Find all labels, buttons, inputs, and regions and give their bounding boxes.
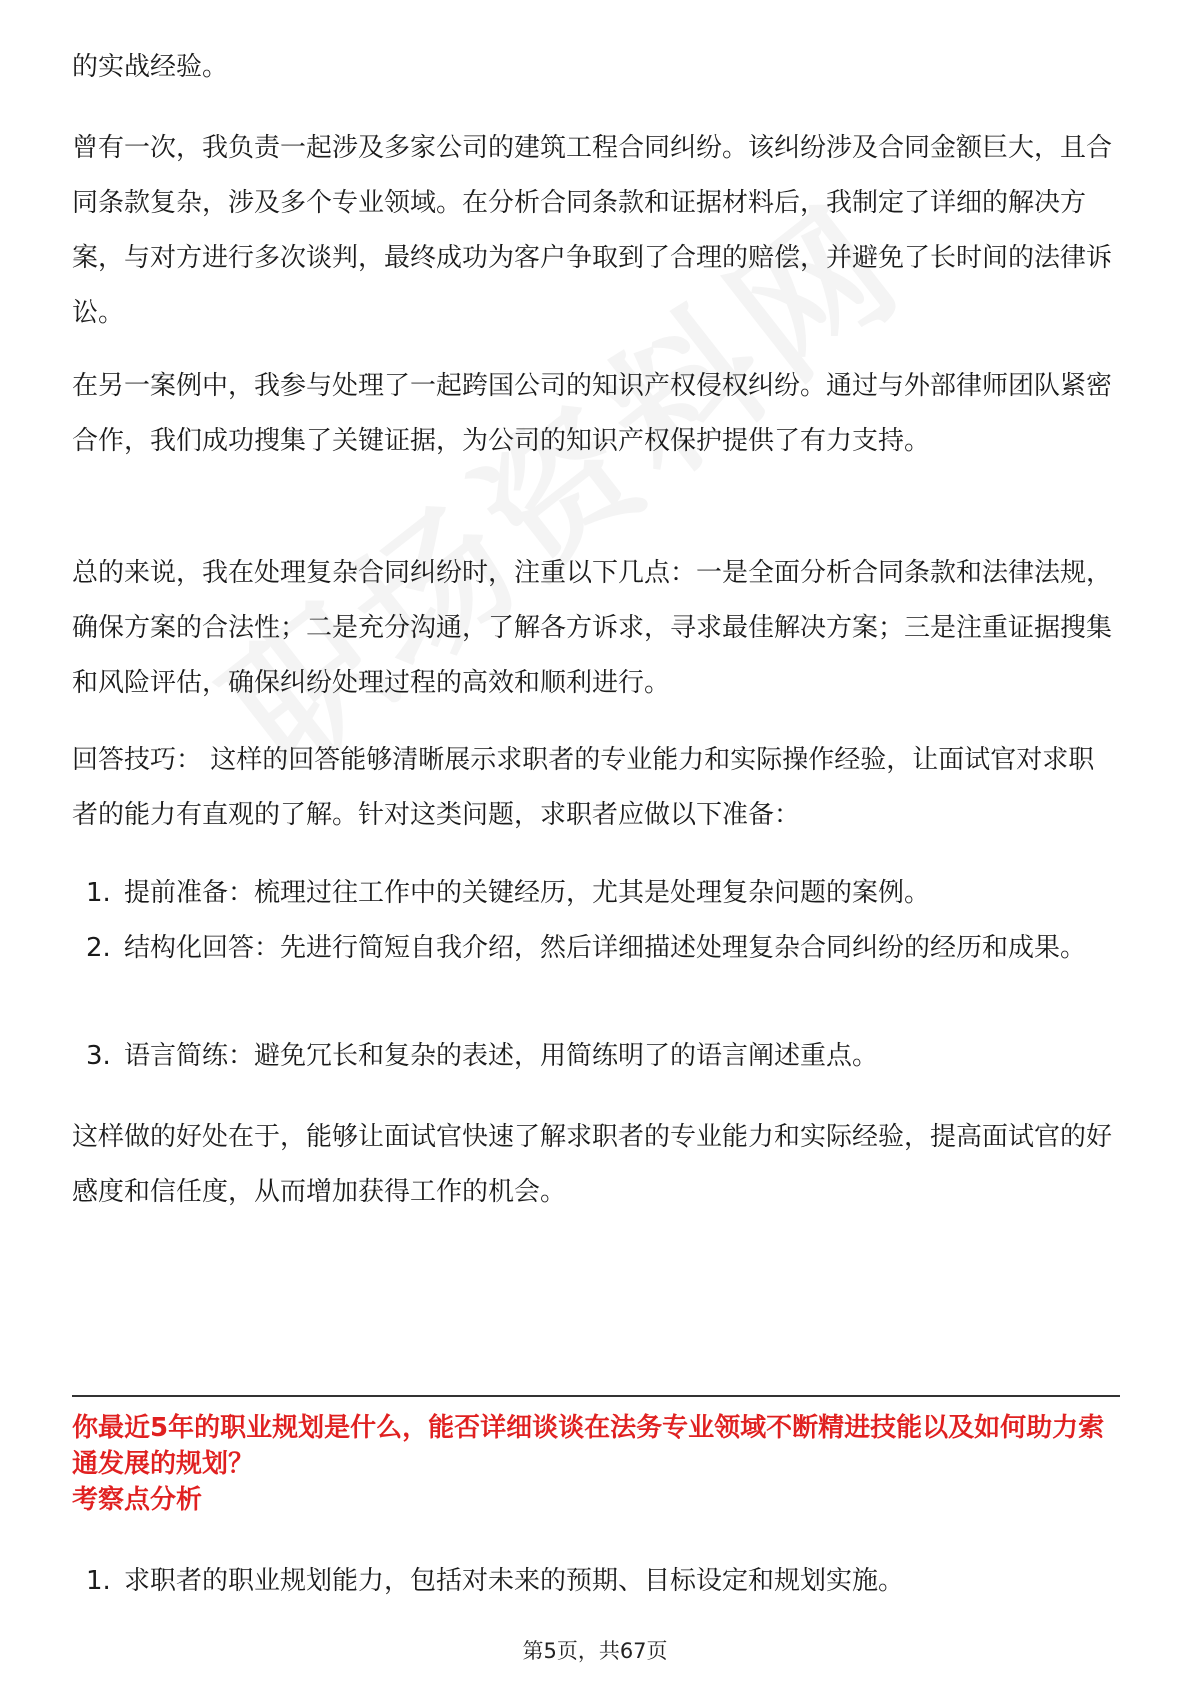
- paragraph-summary: 总的来说，我在处理复杂合同纠纷时，注重以下几点：一是全面分析合同条款和法律法规，确保方案的合法性；二是充分沟通，了解各方诉求，寻求最佳解决方案；三是注重证据搜集和风险评估，确保纠纷处理过程的高效和顺利进行。: [72, 558, 1113, 698]
- list-number: 1.: [86, 1566, 111, 1596]
- list-text: 求职者的职业规划能力，包括对未来的预期、目标设定和规划实施。: [124, 1566, 905, 1596]
- paragraph-answer-tips: 回答技巧： 这样的回答能够清晰展示求职者的专业能力和实际操作经验，让面试官对求职者的能力有直观的了解。针对这类问题，求职者应做以下准备：: [72, 745, 1095, 830]
- paragraph-case-one: 曾有一次，我负责一起涉及多家公司的建筑工程合同纠纷。该纠纷涉及合同金额巨大，且合同条款复杂，涉及多个专业领域。在分析合同条款和证据材料后，我制定了详细的解决方案，与对方进行多次谈判，最终成功为客户争取到了合理的赔偿，并避免了长时间的法律诉讼。: [72, 133, 1113, 328]
- paragraph-benefit: 这样做的好处在于，能够让面试官快速了解求职者的专业能力和实际经验，提高面试官的好感度和信任度，从而增加获得工作的机会。: [72, 1122, 1113, 1207]
- analysis-heading: 考察点分析: [72, 1485, 203, 1515]
- list-text: 语言简练：避免冗长和复杂的表述，用简练明了的语言阐述重点。: [124, 1041, 879, 1071]
- paragraph-continuation: 的实战经验。: [72, 52, 229, 82]
- page-footer: 第5页，共67页: [522, 1639, 668, 1663]
- paragraph-case-two: 在另一案例中，我参与处理了一起跨国公司的知识产权侵权纠纷。通过与外部律师团队紧密合作，我们成功搜集了关键证据，为公司的知识产权保护提供了有力支持。: [72, 371, 1113, 456]
- list-text: 提前准备：梳理过往工作中的关键经历，尤其是处理复杂问题的案例。: [124, 878, 931, 908]
- list-number: 2.: [86, 933, 111, 963]
- section-divider: [72, 1395, 1120, 1397]
- list-item: [80, 921, 1120, 976]
- interview-question: 你最近5年的职业规划是什么，能否详细谈谈在法务专业领域不断精进技能以及如何助力索通发展的规划？: [72, 1413, 1105, 1479]
- list-number: 3.: [86, 1041, 111, 1071]
- list-item: [80, 1029, 1120, 1084]
- list-item: [80, 1554, 1120, 1609]
- list-number: 1.: [86, 878, 111, 908]
- list-text: 结构化回答：先进行简短自我介绍，然后详细描述处理复杂合同纠纷的经历和成果。: [124, 933, 1087, 963]
- list-item: [80, 866, 1120, 921]
